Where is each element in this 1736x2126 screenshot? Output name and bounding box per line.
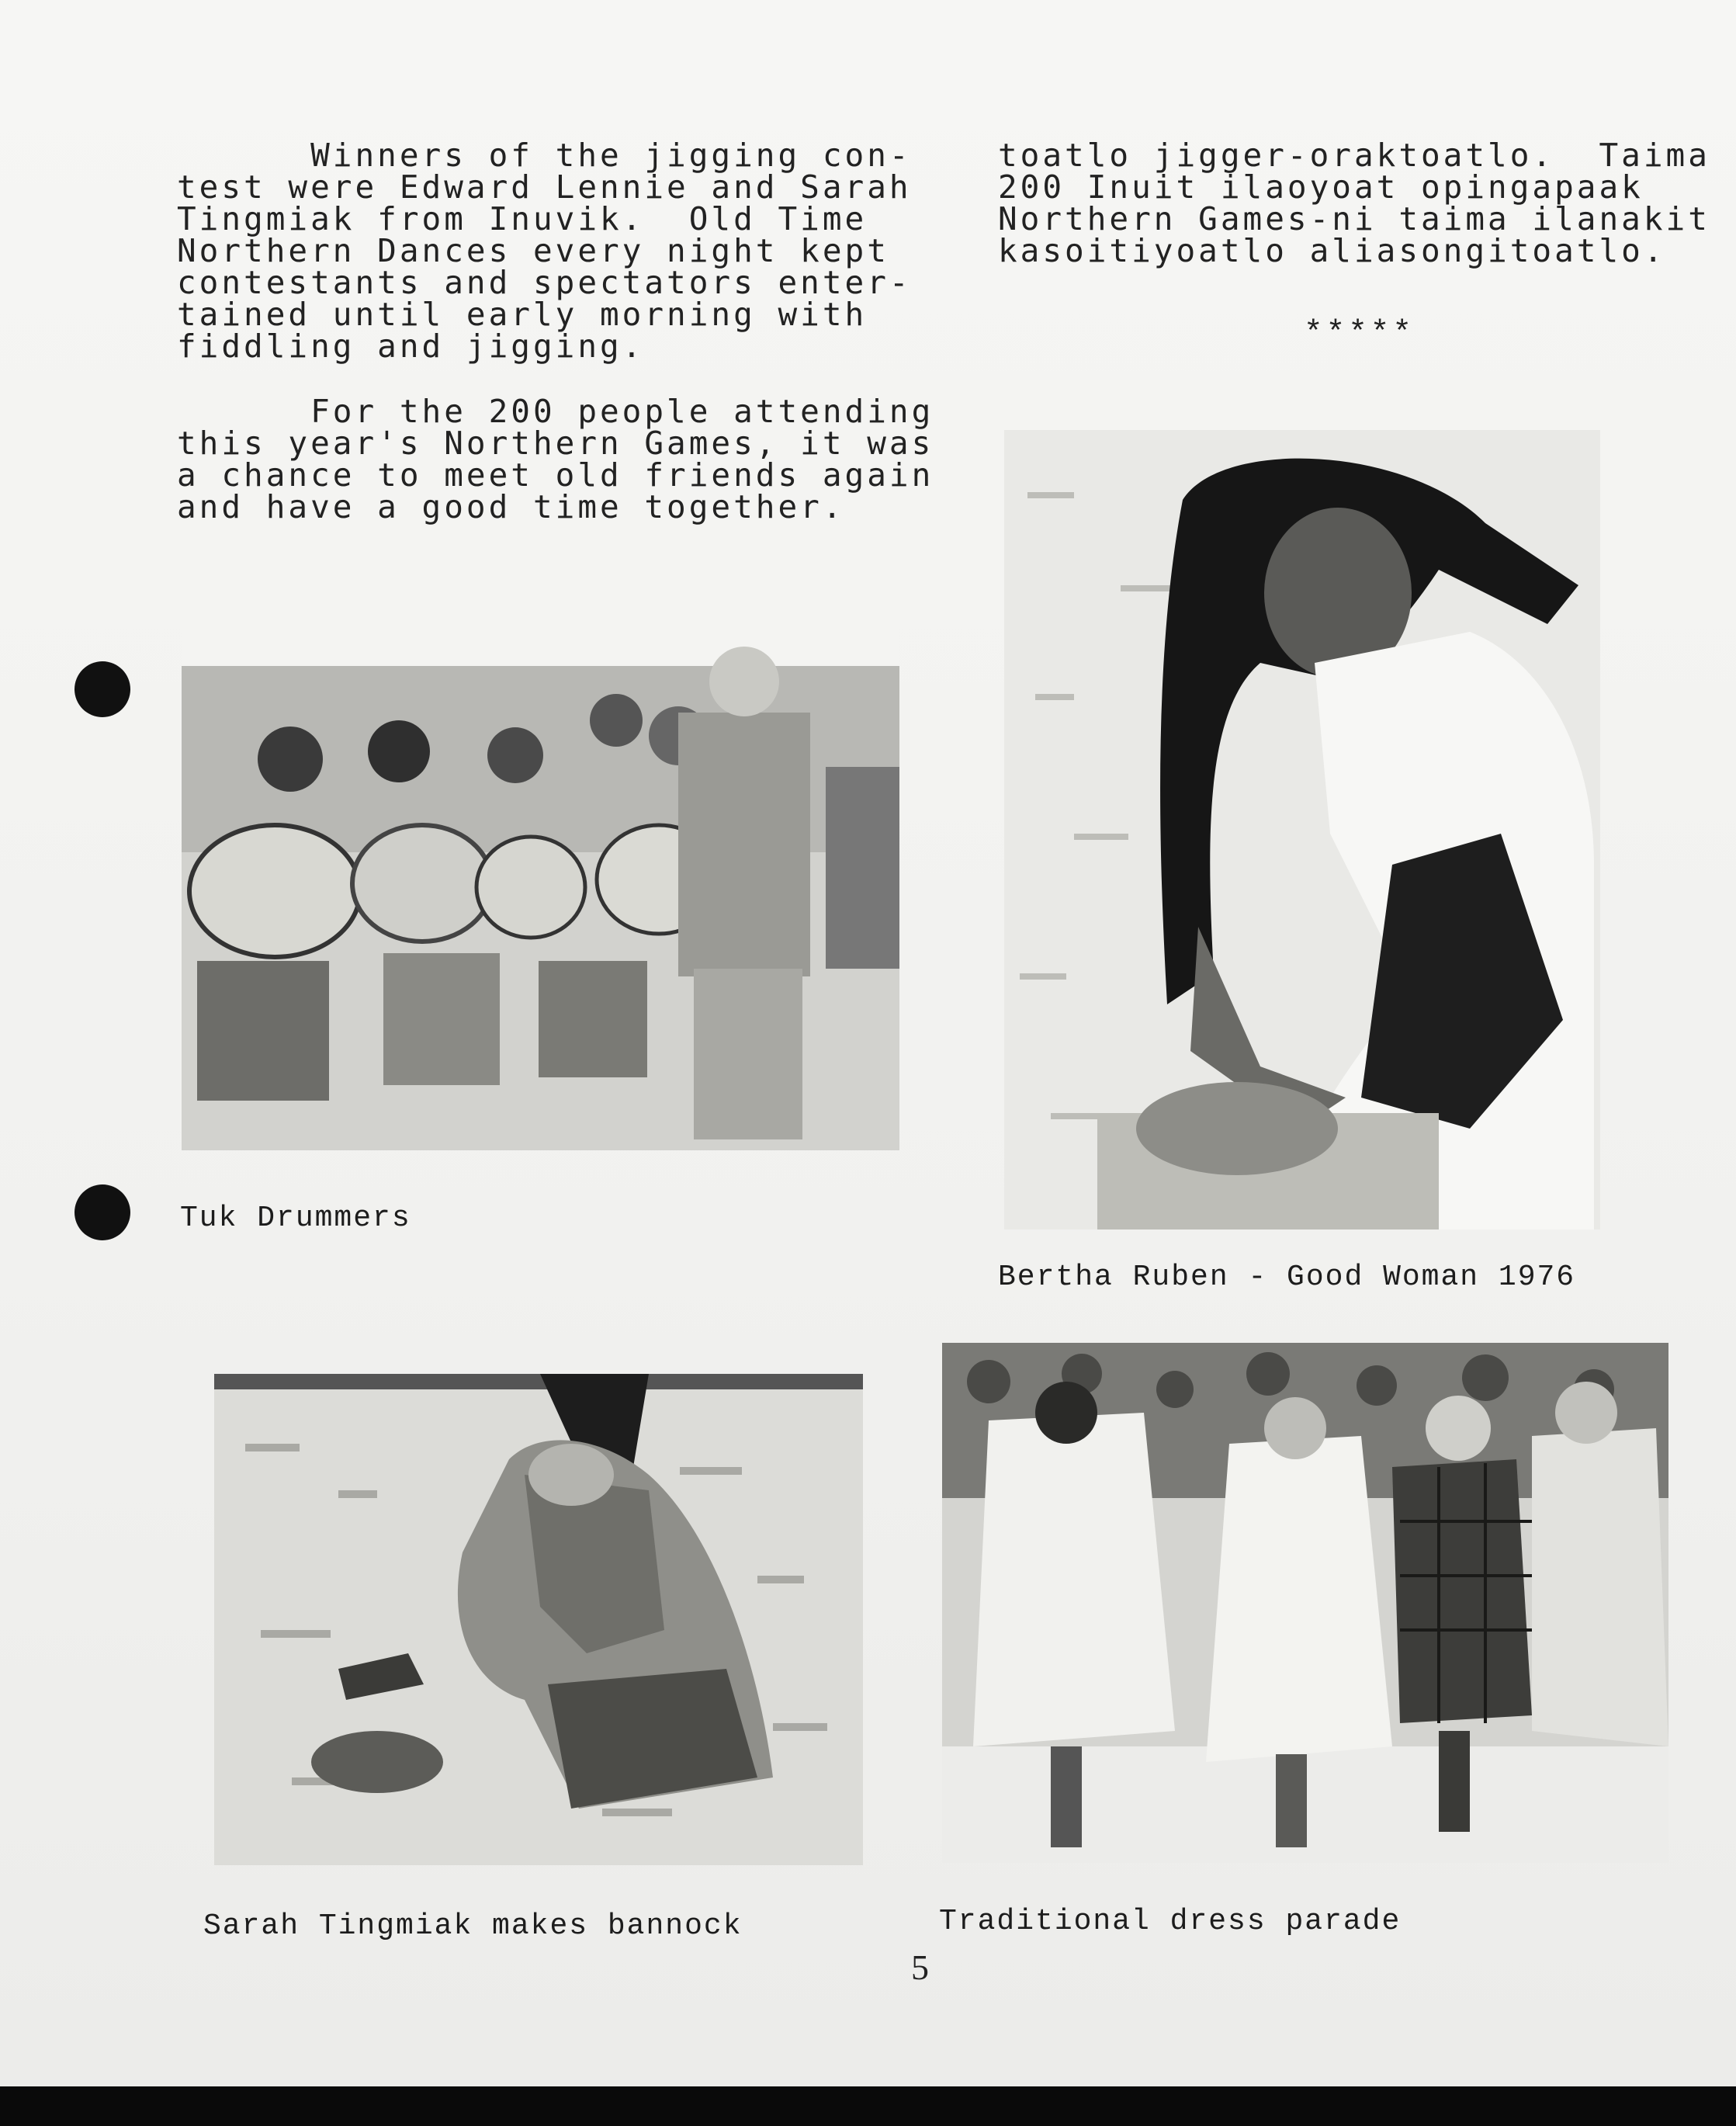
photo-tuk-drummers	[182, 596, 899, 1150]
binder-hole-top	[74, 661, 130, 717]
caption-sarah-tingmiak: Sarah Tingmiak makes bannock	[203, 1909, 743, 1943]
photo-traditional-dress-parade	[942, 1343, 1668, 1863]
right-paragraph-1: toatlo jigger-oraktoatlo. Taima 200 Inuit ilaoyoat opingapaak Northern Games-ni taima ilanakit kasoitiyoatlo aliasongitoatlo.	[998, 137, 1710, 269]
binder-hole-bottom	[74, 1184, 130, 1240]
caption-tuk-drummers: Tuk Drummers	[180, 1202, 411, 1235]
scan-bottom-edge	[0, 2086, 1736, 2126]
left-paragraph-1: Winners of the jigging con- test were Edward Lennie and Sarah Tingmiak from Inuvik. Old Time Northern Dances every night kept contestants and spectators enter- tained until early morning with fiddling and jigging.	[177, 137, 912, 365]
left-paragraph-2: For the 200 people attending this year's Northern Games, it was a chance to meet old friends again and have a good time together.	[177, 393, 934, 525]
photo-bertha-ruben	[1004, 430, 1600, 1229]
caption-bertha-ruben: Bertha Ruben - Good Woman 1976	[998, 1261, 1576, 1294]
page-number: 5	[911, 1947, 929, 1987]
caption-traditional-dress-parade: Traditional dress parade	[939, 1905, 1402, 1938]
photo-sarah-tingmiak	[214, 1374, 863, 1865]
section-separator: *****	[1304, 316, 1415, 352]
